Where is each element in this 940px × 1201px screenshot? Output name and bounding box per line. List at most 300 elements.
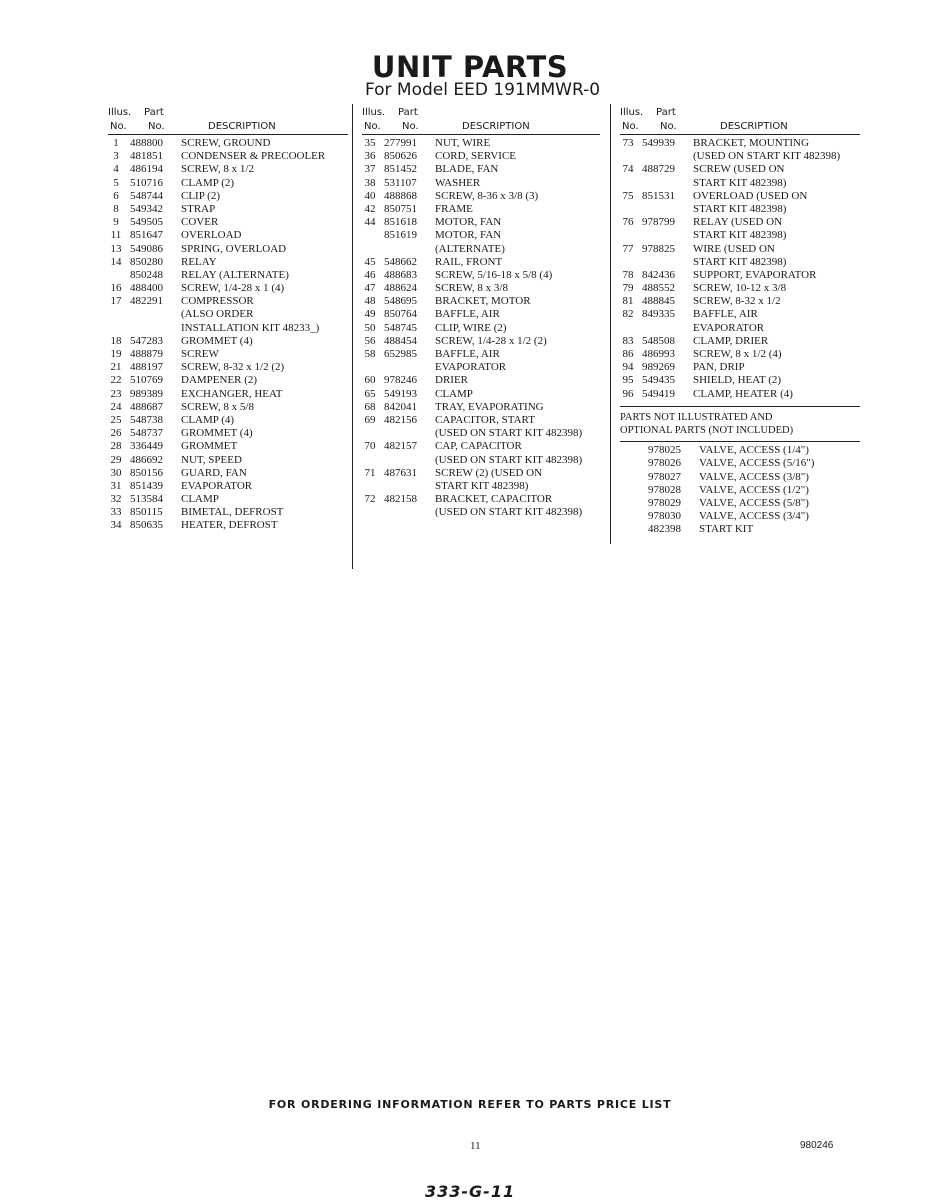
header-rule (362, 134, 600, 135)
illus-no: 36 (364, 150, 376, 163)
part-description: SCREW, 8-32 x 1/2 (2) (181, 361, 285, 374)
part-no: 482157 (384, 440, 417, 453)
illus-no: 58 (364, 348, 376, 360)
table-row (108, 388, 348, 401)
part-description: CLAMP, HEATER (4) (693, 387, 793, 400)
part-description: NUT, SPEED (181, 453, 242, 466)
illus-no: 40 (364, 189, 376, 202)
parts-column-2 (362, 104, 600, 519)
table-row (108, 454, 348, 467)
table-row (362, 361, 600, 374)
table-row (620, 510, 860, 523)
header-part-no: No. (148, 121, 165, 132)
illus-no: 70 (364, 440, 376, 453)
table-row (620, 190, 860, 203)
page-number: 11 (470, 1140, 481, 1152)
part-description: COVER (181, 216, 219, 229)
note-line: PARTS NOT ILLUSTRATED AND (620, 411, 773, 423)
illus-no: 30 (110, 466, 122, 479)
part-no: 549505 (130, 216, 163, 229)
illus-no: 32 (110, 493, 122, 506)
part-description: NUT, WIRE (435, 137, 491, 149)
part-description: (USED ON START KIT 482398) (435, 506, 583, 519)
part-description: CAP, CAPACITOR (435, 440, 522, 453)
part-no: 488868 (384, 189, 417, 202)
illus-no: 46 (364, 268, 376, 281)
part-description: DRIER (435, 374, 468, 387)
header-illus: Illus. (620, 107, 644, 118)
table-row (108, 256, 348, 269)
table-row (620, 229, 860, 242)
table-row (362, 137, 600, 150)
table-row (620, 322, 860, 335)
table-row (108, 440, 348, 453)
part-no: 488197 (130, 361, 163, 374)
illus-no: 78 (622, 268, 634, 281)
table-row (620, 150, 860, 163)
part-description: CLAMP (4) (181, 413, 235, 426)
part-no: 488800 (130, 137, 163, 149)
illus-no: 49 (364, 308, 376, 321)
part-description: SCREW, GROUND (181, 137, 271, 149)
illus-no: 74 (622, 163, 634, 176)
illus-no: 71 (364, 466, 376, 479)
table-row (620, 497, 860, 510)
illus-no: 11 (110, 229, 122, 242)
table-row (620, 348, 860, 361)
part-description: SCREW, 8 x 5/8 (181, 400, 254, 413)
table-row (620, 374, 860, 387)
illus-no: 73 (622, 137, 634, 149)
part-no: 482158 (384, 493, 417, 506)
table-row (362, 506, 600, 519)
part-description: SCREW (USED ON (693, 163, 785, 176)
table-row (620, 361, 860, 374)
illus-no: 50 (364, 321, 376, 334)
part-no: 488552 (642, 282, 675, 295)
part-description: BRACKET, MOTOR (435, 295, 531, 308)
part-description: (USED ON START KIT 482398) (435, 427, 583, 440)
table-row (620, 295, 860, 308)
part-description: (USED ON START KIT 482398) (435, 453, 583, 466)
part-description: GROMMET (4) (181, 427, 253, 440)
notes-block (620, 406, 860, 437)
table-row (620, 282, 860, 295)
table-row (620, 388, 860, 401)
illus-no: 42 (364, 202, 376, 215)
part-no: 277991 (384, 137, 417, 149)
table-row (362, 163, 600, 176)
table-row (362, 440, 600, 453)
illus-no: 37 (364, 163, 376, 176)
table-row (362, 322, 600, 335)
table-row (362, 308, 600, 321)
table-row (362, 335, 600, 348)
table-row (620, 216, 860, 229)
part-description: STRAP (181, 202, 216, 215)
illus-no: 45 (364, 255, 376, 268)
part-description: VALVE, ACCESS (1/4") (699, 444, 809, 457)
illus-no: 94 (622, 361, 634, 374)
part-no: 851452 (384, 163, 417, 176)
part-no: 549939 (642, 137, 675, 149)
header-part: Part (144, 107, 164, 118)
illus-no: 31 (110, 479, 122, 492)
table-row (620, 256, 860, 269)
table-row (108, 269, 348, 282)
page-title: UNIT PARTS (371, 50, 569, 84)
table-row (108, 190, 348, 203)
part-no: 482398 (648, 523, 681, 536)
illus-no: 21 (110, 361, 122, 374)
part-no: 488845 (642, 295, 675, 308)
column-header (620, 104, 860, 134)
part-description: CLAMP (2) (181, 176, 235, 189)
part-description: TRAY, EVAPORATING (435, 400, 544, 413)
header-part: Part (398, 107, 418, 118)
part-description: (ALTERNATE) (435, 242, 505, 255)
part-no: 531107 (384, 176, 417, 189)
illus-no: 3 (113, 150, 119, 163)
table-row (362, 348, 600, 361)
model-subtitle: For Model EED 191MMWR-0 (364, 80, 601, 100)
illus-no: 47 (364, 282, 376, 295)
part-description: SCREW, 8 x 3/8 (435, 282, 508, 295)
part-description: BAFFLE, AIR (693, 308, 758, 321)
part-no: 850635 (130, 519, 163, 532)
part-description: SPRING, OVERLOAD (181, 242, 287, 255)
part-no: 488879 (130, 348, 163, 360)
part-no: 978030 (648, 510, 681, 523)
part-description: VALVE, ACCESS (5/16") (699, 457, 815, 470)
part-no: 549193 (384, 387, 417, 400)
illus-no: 17 (110, 295, 122, 308)
part-description: SCREW, 1/4-28 x 1 (4) (181, 282, 285, 295)
illus-no: 60 (364, 374, 376, 387)
part-no: 978026 (648, 457, 681, 470)
part-no: 510769 (130, 374, 163, 387)
table-row (362, 401, 600, 414)
table-row (620, 243, 860, 256)
illus-no: 77 (622, 242, 634, 255)
illus-no: 18 (110, 334, 122, 347)
table-row (362, 150, 600, 163)
table-row (362, 480, 600, 493)
table-row (108, 137, 348, 150)
part-description: WIRE (USED ON (693, 242, 775, 255)
note-line: OPTIONAL PARTS (NOT INCLUDED) (620, 424, 794, 436)
table-row (362, 414, 600, 427)
header-rule (108, 134, 348, 135)
part-no: 850280 (130, 255, 163, 268)
header-description: DESCRIPTION (720, 121, 788, 132)
notes-rule (620, 441, 860, 442)
table-row (362, 216, 600, 229)
table-row (108, 177, 348, 190)
part-description: CONDENSER & PRECOOLER (181, 150, 326, 163)
table-row (108, 308, 348, 321)
illus-no: 65 (364, 387, 376, 400)
illus-no: 44 (364, 216, 376, 229)
part-description: CLAMP (435, 387, 473, 400)
illus-no: 23 (110, 387, 122, 400)
illus-no: 96 (622, 387, 634, 400)
part-no: 850248 (130, 268, 163, 281)
part-description: (ALSO ORDER (181, 308, 254, 321)
illus-no: 33 (110, 506, 122, 519)
part-description: SHIELD, HEAT (2) (693, 374, 782, 387)
illus-no: 76 (622, 216, 634, 229)
part-description: OVERLOAD (USED ON (693, 189, 808, 202)
table-row (108, 163, 348, 176)
table-row (362, 388, 600, 401)
illus-no: 13 (110, 242, 122, 255)
table-row (620, 203, 860, 216)
part-no: 851619 (384, 229, 417, 242)
table-row (620, 444, 860, 457)
part-no: 978825 (642, 242, 675, 255)
table-row (620, 471, 860, 484)
part-no: 978246 (384, 374, 417, 387)
part-description: VALVE, ACCESS (3/8") (699, 470, 809, 483)
part-description: BLADE, FAN (435, 163, 499, 176)
table-row (108, 480, 348, 493)
header-part-no: No. (660, 121, 677, 132)
part-no: 548745 (384, 321, 417, 334)
part-no: 487631 (384, 466, 417, 479)
part-no: 851439 (130, 479, 163, 492)
part-no: 488624 (384, 282, 417, 295)
illus-no: 19 (110, 348, 122, 360)
part-no: 850626 (384, 150, 417, 163)
illus-no: 1 (113, 137, 119, 149)
part-no: 850115 (130, 506, 163, 519)
table-row (108, 335, 348, 348)
part-no: 486194 (130, 163, 163, 176)
part-no: 652985 (384, 348, 417, 360)
part-description: EVAPORATOR (181, 479, 253, 492)
table-row (108, 427, 348, 440)
column-header (362, 104, 600, 134)
part-description: BAFFLE, AIR (435, 348, 500, 360)
part-description: MOTOR, FAN (435, 229, 502, 242)
part-no: 850156 (130, 466, 163, 479)
column-divider (352, 104, 353, 569)
illus-no: 9 (113, 216, 119, 229)
illus-no: 69 (364, 413, 376, 426)
handwritten-note: 333-G-11 (425, 1182, 516, 1201)
part-description: SCREW (181, 348, 219, 360)
illus-no: 38 (364, 176, 376, 189)
header-description: DESCRIPTION (208, 121, 276, 132)
part-no: 482156 (384, 413, 417, 426)
part-description: CLIP (2) (181, 189, 221, 202)
part-no: 978027 (648, 470, 681, 483)
table-row (362, 295, 600, 308)
table-row (108, 216, 348, 229)
table-row (108, 348, 348, 361)
table-row (362, 243, 600, 256)
part-no: 548695 (384, 295, 417, 308)
illus-no: 29 (110, 453, 122, 466)
illus-no: 48 (364, 295, 376, 308)
table-row (620, 523, 860, 536)
illus-no: 16 (110, 282, 122, 295)
part-description: PAN, DRIP (693, 361, 745, 374)
part-no: 549419 (642, 387, 675, 400)
part-description: OVERLOAD (181, 229, 242, 242)
part-description: WASHER (435, 176, 481, 189)
part-no: 549435 (642, 374, 675, 387)
part-description: BAFFLE, AIR (435, 308, 500, 321)
table-row (362, 374, 600, 387)
table-row (362, 269, 600, 282)
part-description: RELAY (ALTERNATE) (181, 268, 289, 281)
illus-no: 6 (113, 189, 119, 202)
illus-no: 24 (110, 400, 122, 413)
illus-no: 95 (622, 374, 634, 387)
part-description: HEATER, DEFROST (181, 519, 278, 532)
table-row (362, 190, 600, 203)
part-no: 842041 (384, 400, 417, 413)
parts-column-3 (620, 104, 860, 536)
illus-no: 35 (364, 137, 376, 149)
part-no: 842436 (642, 268, 675, 281)
table-row (108, 401, 348, 414)
part-description: CORD, SERVICE (435, 150, 517, 163)
table-row (108, 374, 348, 387)
part-no: 510716 (130, 176, 163, 189)
part-description: SCREW, 8 x 1/2 (181, 163, 254, 176)
illus-no: 28 (110, 440, 122, 453)
part-no: 547283 (130, 334, 163, 347)
illus-no: 68 (364, 400, 376, 413)
part-description: SCREW, 1/4-28 x 1/2 (2) (435, 334, 547, 347)
illus-no: 75 (622, 189, 634, 202)
part-no: 548738 (130, 413, 163, 426)
part-description: CLAMP, DRIER (693, 334, 769, 347)
illus-no: 82 (622, 308, 634, 321)
part-no: 548508 (642, 334, 675, 347)
part-description: START KIT 482398) (693, 176, 787, 189)
table-row (362, 493, 600, 506)
part-no: 482291 (130, 295, 163, 308)
header-part-no: No. (402, 121, 419, 132)
part-no: 851647 (130, 229, 163, 242)
table-row (108, 467, 348, 480)
illus-no: 79 (622, 282, 634, 295)
table-row (108, 282, 348, 295)
illus-no: 83 (622, 334, 634, 347)
part-no: 978799 (642, 216, 675, 229)
part-no: 851618 (384, 216, 417, 229)
part-description: EVAPORATOR (693, 321, 765, 334)
header-rule (620, 134, 860, 135)
table-row (108, 295, 348, 308)
table-row (108, 506, 348, 519)
table-row (362, 427, 600, 440)
part-description: VALVE, ACCESS (3/4") (699, 510, 809, 523)
part-no: 488454 (384, 334, 417, 347)
ordering-note: FOR ORDERING INFORMATION REFER TO PARTS PRICE LIST (268, 1098, 672, 1111)
table-row (362, 467, 600, 480)
table-row (108, 322, 348, 335)
part-description: START KIT 482398) (693, 255, 787, 268)
part-no: 978029 (648, 496, 681, 509)
part-description: SCREW, 8-32 x 1/2 (693, 295, 781, 308)
header-no: No. (622, 121, 639, 132)
table-row (362, 203, 600, 216)
part-description: MOTOR, FAN (435, 216, 502, 229)
table-row (108, 361, 348, 374)
illus-no: 26 (110, 427, 122, 440)
table-row (620, 308, 860, 321)
part-description: SCREW, 10-12 x 3/8 (693, 282, 787, 295)
part-no: 978025 (648, 444, 681, 457)
part-description: START KIT 482398) (693, 202, 787, 215)
part-no: 978028 (648, 483, 681, 496)
part-description: BIMETAL, DEFROST (181, 506, 284, 519)
part-description: SCREW, 8-36 x 3/8 (3) (435, 189, 539, 202)
header-no: No. (364, 121, 381, 132)
header-description: DESCRIPTION (462, 121, 530, 132)
part-description: SCREW (2) (USED ON (435, 466, 543, 479)
part-description: FRAME (435, 202, 473, 215)
illus-no: 8 (113, 202, 119, 215)
part-no: 481851 (130, 150, 163, 163)
part-no: 548737 (130, 427, 163, 440)
part-description: INSTALLATION KIT 48233_) (181, 321, 320, 334)
part-no: 989389 (130, 387, 163, 400)
illus-no: 81 (622, 295, 634, 308)
table-row (620, 177, 860, 190)
table-row (108, 150, 348, 163)
part-description: COMPRESSOR (181, 295, 254, 308)
part-description: SUPPORT, EVAPORATOR (693, 268, 817, 281)
part-description: VALVE, ACCESS (5/8") (699, 496, 809, 509)
part-description: SCREW, 8 x 1/2 (4) (693, 348, 782, 360)
header-illus: Illus. (108, 107, 132, 118)
part-description: EXCHANGER, HEAT (181, 387, 283, 400)
part-description: SCREW, 5/16-18 x 5/8 (4) (435, 268, 553, 281)
part-description: GROMMET (181, 440, 238, 453)
table-row (362, 177, 600, 190)
part-description: EVAPORATOR (435, 361, 507, 374)
part-no: 488687 (130, 400, 163, 413)
part-no: 549086 (130, 242, 163, 255)
part-no: 850751 (384, 202, 417, 215)
part-description: (USED ON START KIT 482398) (693, 150, 841, 163)
part-description: BRACKET, CAPACITOR (435, 493, 553, 506)
part-description: RELAY (USED ON (693, 216, 783, 229)
part-description: GROMMET (4) (181, 334, 253, 347)
table-row (620, 484, 860, 497)
illus-no: 4 (113, 163, 119, 176)
part-no: 488400 (130, 282, 163, 295)
part-description: GUARD, FAN (181, 466, 247, 479)
table-row (362, 229, 600, 242)
illus-no: 72 (364, 493, 376, 506)
part-description: CAPACITOR, START (435, 413, 535, 426)
illus-no: 5 (113, 176, 119, 189)
part-no: 513584 (130, 493, 163, 506)
part-description: BRACKET, MOUNTING (693, 137, 809, 149)
document-number: 980246 (800, 1140, 834, 1151)
header-no: No. (110, 121, 127, 132)
part-no: 548662 (384, 255, 417, 268)
part-no: 850764 (384, 308, 417, 321)
illus-no: 22 (110, 374, 122, 387)
